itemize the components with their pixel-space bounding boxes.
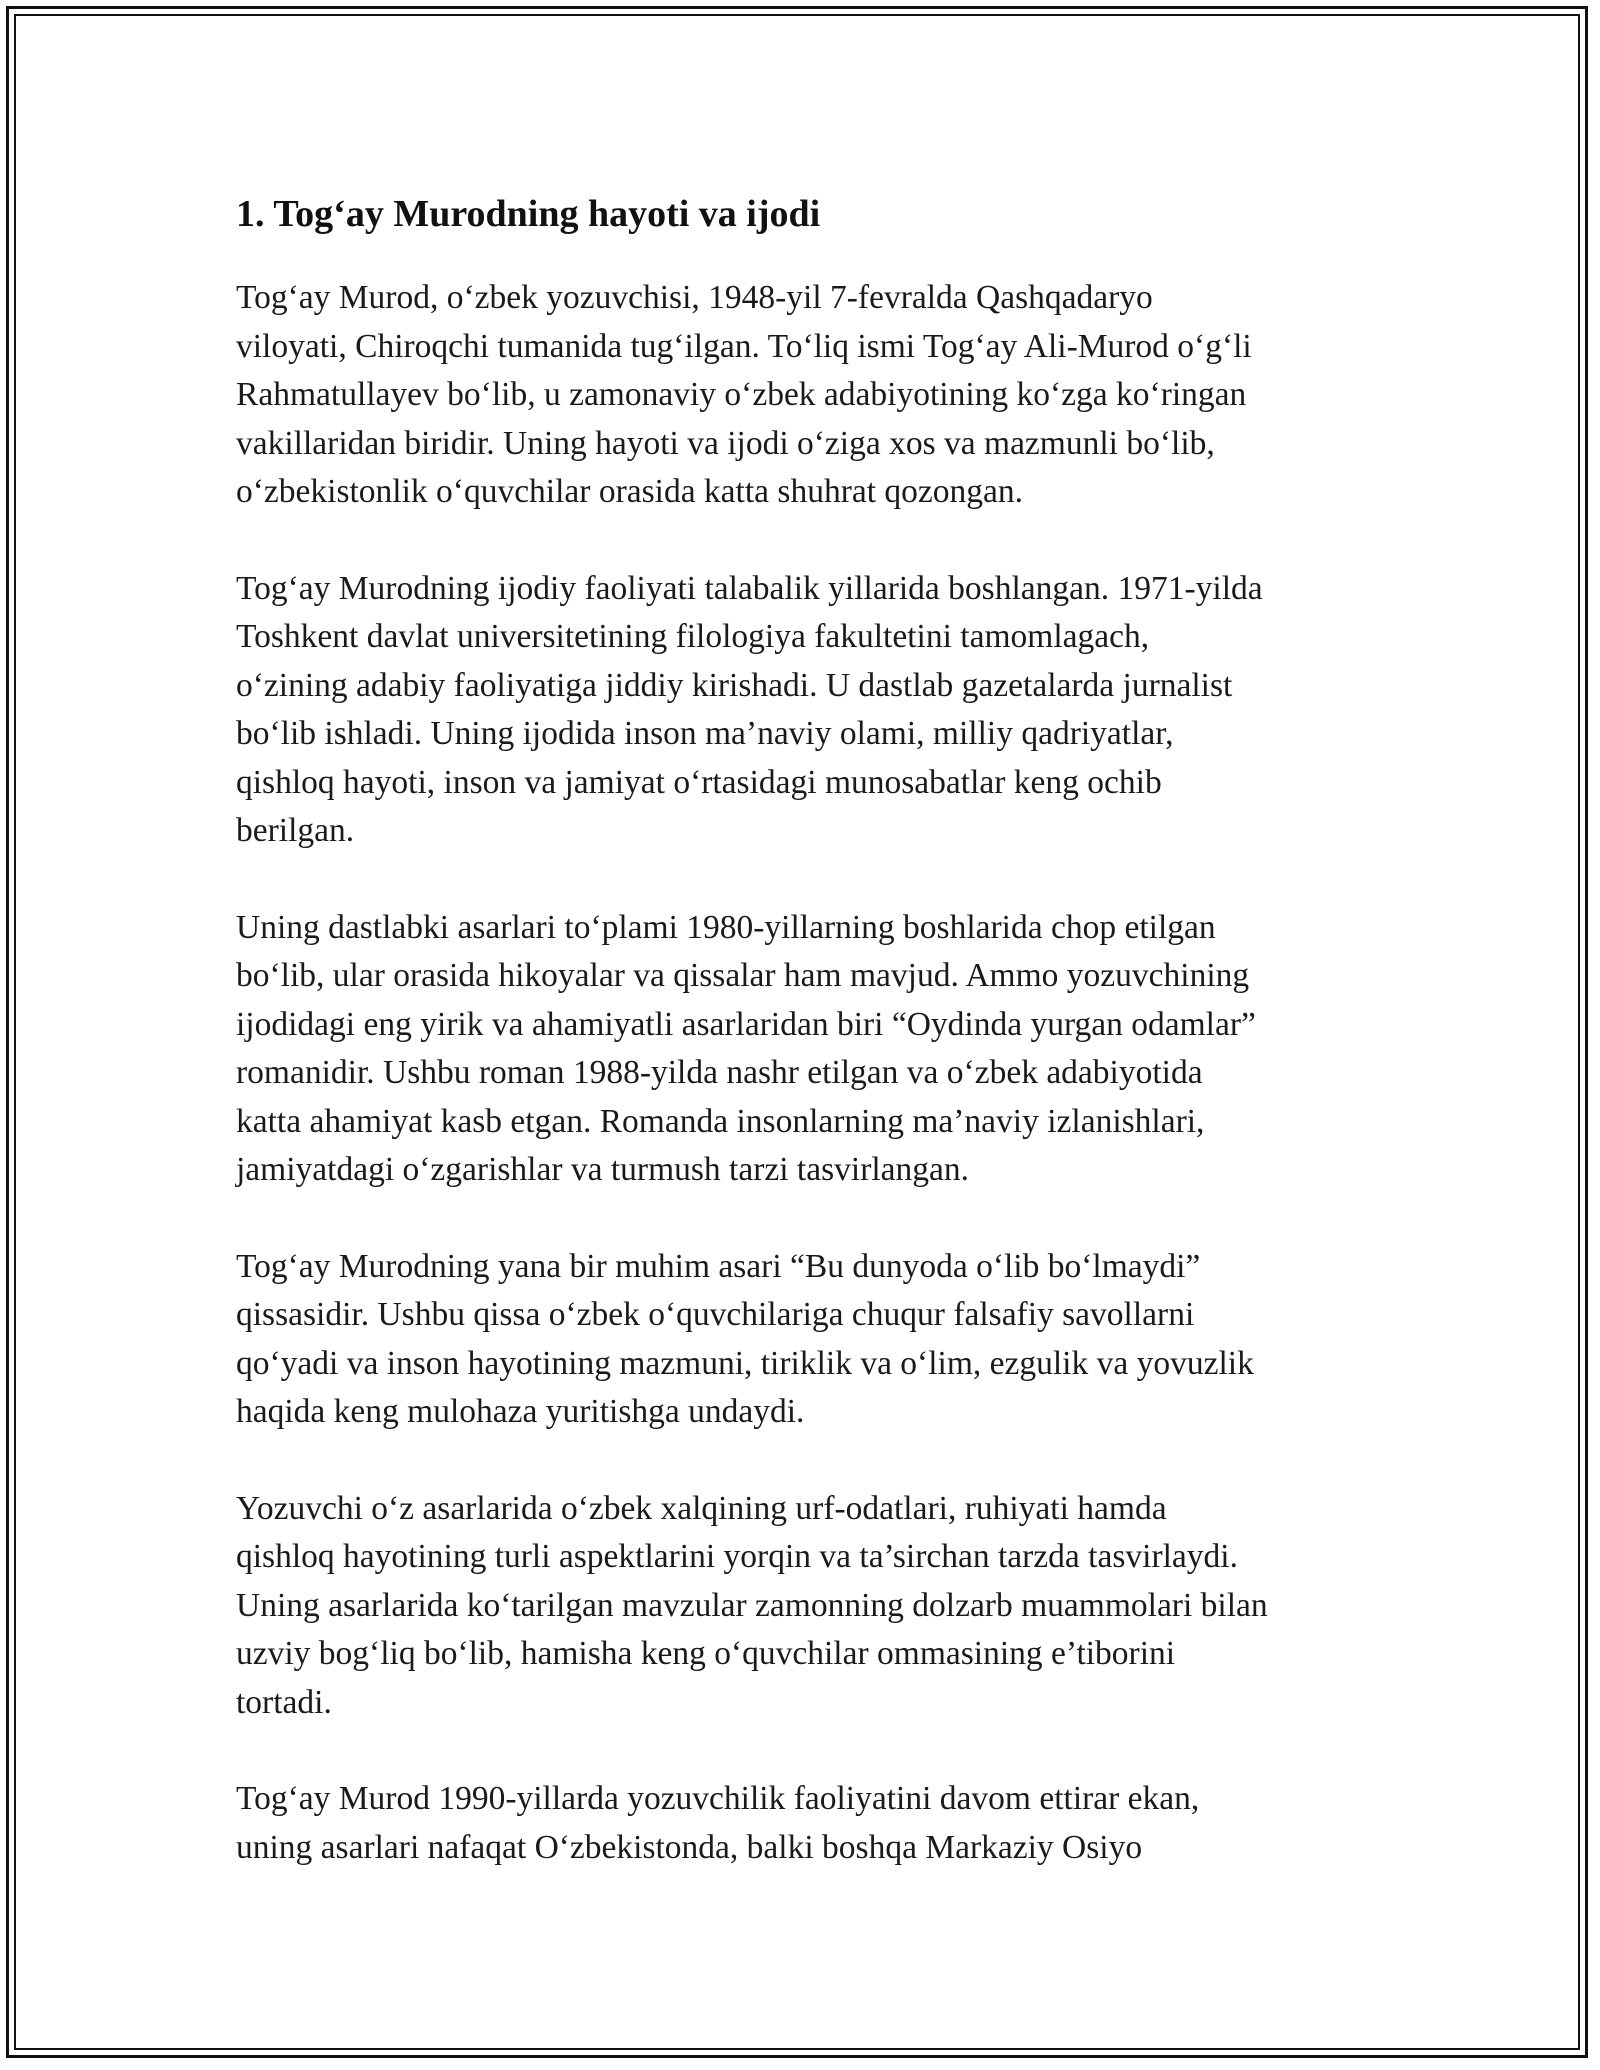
text-line: uning asarlari nafaqat O‘zbekistonda, balki boshqa Markaziy Osiyo	[236, 1828, 1143, 1866]
paragraph-5	[236, 1485, 1386, 1728]
text-line: Uning asarlarida ko‘tarilgan mavzular zamonning dolzarb muammolari bilan	[236, 1586, 1268, 1624]
document-body	[236, 186, 1386, 1872]
paragraph-1	[236, 274, 1386, 517]
text-line: tortadi.	[236, 1683, 332, 1721]
paragraph-6	[236, 1775, 1386, 1872]
text-line: haqida keng mulohaza yuritishga undaydi.	[236, 1393, 805, 1430]
text-line: o‘zining adabiy faoliyatiga jiddiy kirishadi. U dastlab gazetalarda jurnalist	[236, 666, 1233, 704]
text-line: Rahmatullayev bo‘lib, u zamonaviy o‘zbek adabiyotining ko‘zga ko‘ringan	[236, 376, 1247, 413]
text-line: berilgan.	[236, 812, 355, 849]
text-line: Tog‘ay Murodning yana bir muhim asari “Bu dunyoda o‘lib bo‘lmaydi”	[236, 1247, 1201, 1285]
text-line: vakillaridan biridir. Uning hayoti va ijodi o‘ziga xos va mazmunli bo‘lib,	[236, 424, 1215, 462]
text-line: viloyati, Chiroqchi tumanida tug‘ilgan. To‘liq ismi Tog‘ay Ali-Murod o‘g‘li	[236, 327, 1252, 365]
text-line: bo‘lib, ular orasida hikoyalar va qissalar ham mavjud. Ammo yozuvchining	[236, 957, 1250, 994]
text-line: Uning dastlabki asarlari to‘plami 1980-yillarning boshlarida chop etilgan	[236, 908, 1216, 946]
text-line: uzviy bog‘liq bo‘lib, hamisha keng o‘quvchilar ommasining e’tiborini	[236, 1635, 1176, 1672]
text-line: Tog‘ay Murodning ijodiy faoliyati talabalik yillarida boshlangan. 1971-yilda	[236, 569, 1263, 607]
text-line: qishloq hayotining turli aspektlarini yorqin va ta’sirchan tarzda tasvirlaydi.	[236, 1538, 1238, 1575]
text-line: o‘zbekistonlik o‘quvchilar orasida katta shuhrat qozongan.	[236, 473, 1024, 510]
text-line: qissasidir. Ushbu qissa o‘zbek o‘quvchilariga chuqur falsafiy savollarni	[236, 1296, 1195, 1333]
paragraph-3	[236, 904, 1386, 1195]
text-line: qo‘yadi va inson hayotining mazmuni, tiriklik va o‘lim, ezgulik va yovuzlik	[236, 1344, 1254, 1382]
paragraph-2	[236, 565, 1386, 856]
text-line: ijodidagi eng yirik va ahamiyatli asarlaridan biri “Oydinda yurgan odamlar”	[236, 1005, 1256, 1043]
text-line: romanidir. Ushbu roman 1988-yilda nashr etilgan va o‘zbek adabiyotida	[236, 1054, 1203, 1091]
text-line: Yozuvchi o‘z asarlarida o‘zbek xalqining urf-odatlari, ruhiyati hamda	[236, 1489, 1167, 1527]
text-line: katta ahamiyat kasb etgan. Romanda insonlarning ma’naviy izlanishlari,	[236, 1102, 1205, 1140]
text-line: Toshkent davlat universitetining filologiya fakultetini tamomlagach,	[236, 618, 1150, 655]
text-line: bo‘lib ishladi. Uning ijodida inson ma’naviy olami, milliy qadriyatlar,	[236, 715, 1174, 752]
text-line: Tog‘ay Murod 1990-yillarda yozuvchilik faoliyatini davom ettirar ekan,	[236, 1780, 1200, 1817]
text-line: jamiyatdagi o‘zgarishlar va turmush tarzi tasvirlangan.	[236, 1151, 970, 1188]
text-line: qishloq hayoti, inson va jamiyat o‘rtasidagi munosabatlar keng ochib	[236, 763, 1162, 801]
text-line: Tog‘ay Murod, o‘zbek yozuvchisi, 1948-yil 7-fevralda Qashqadaryo	[236, 279, 1153, 316]
paragraph-4	[236, 1243, 1386, 1437]
section-heading: 1. Tog‘ay Murodning hayoti va ijodi	[236, 193, 821, 235]
